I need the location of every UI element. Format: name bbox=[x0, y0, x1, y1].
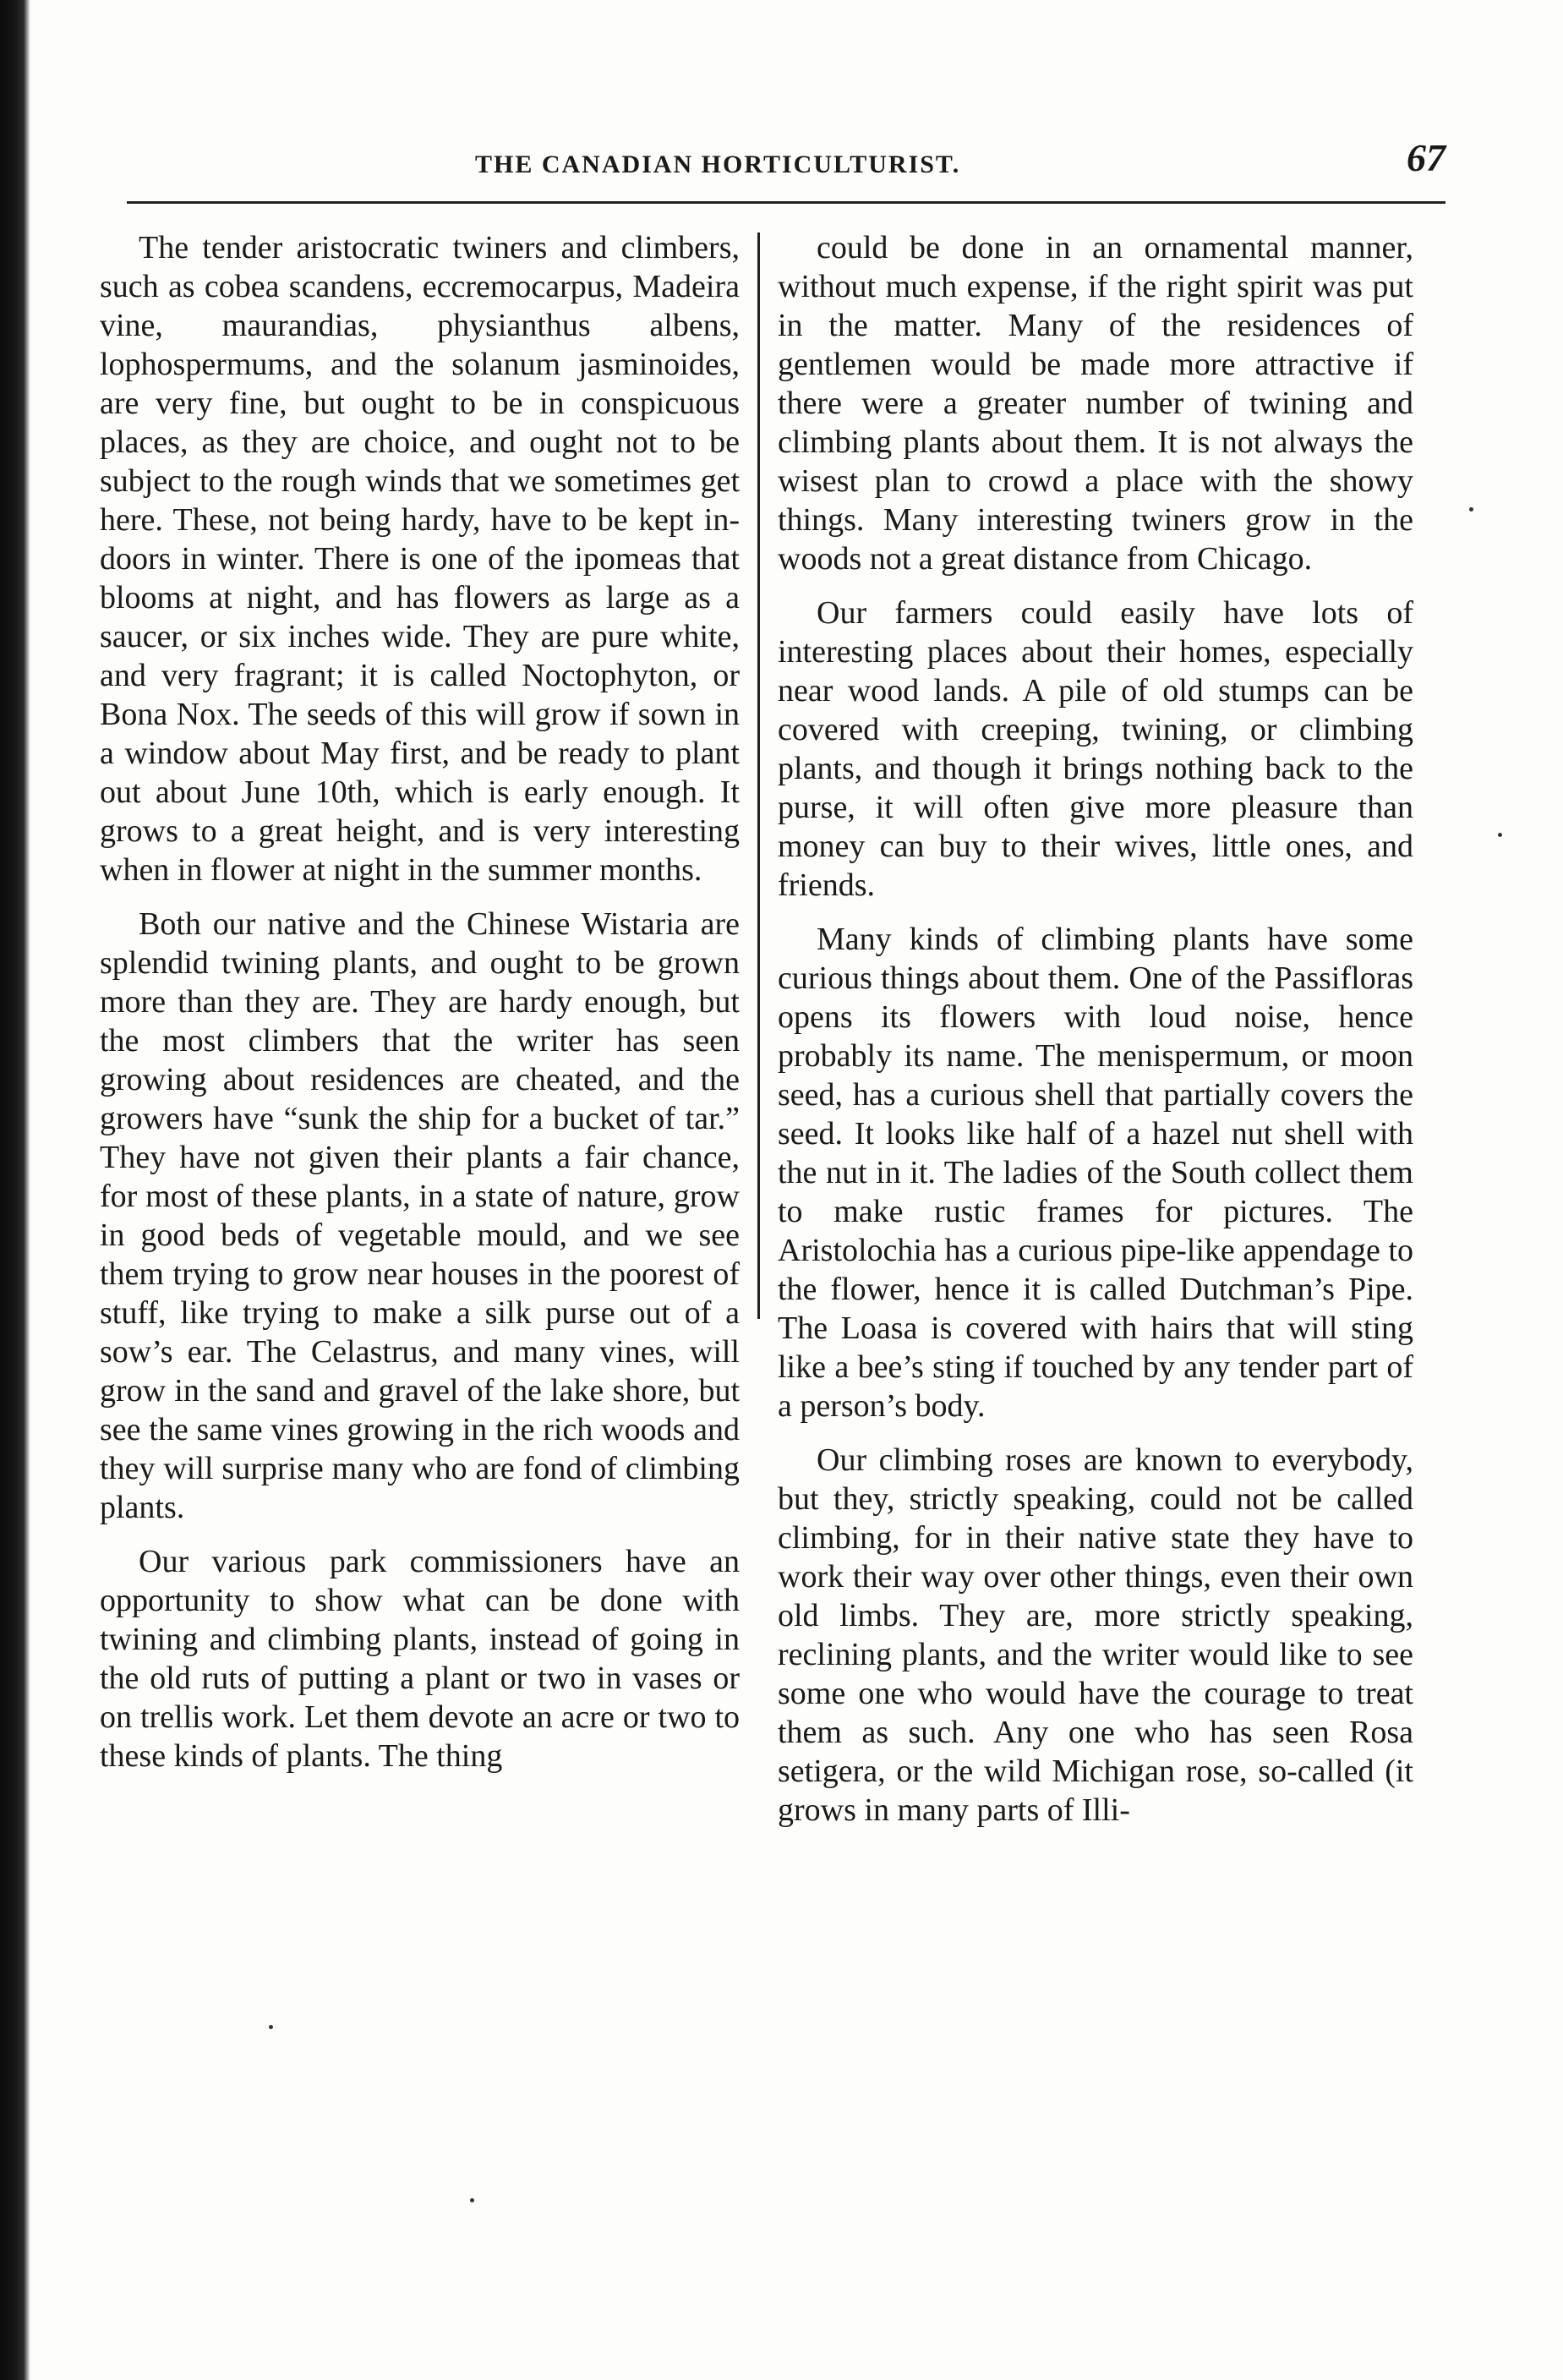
column-divider bbox=[757, 233, 760, 1319]
scan-speck bbox=[1469, 507, 1473, 512]
paragraph: The tender aristocratic twiners and climbers, such as cobea scandens, eccremocarpus, Madeira vine, maurandias, physianthus albens, lophospermums, and the solanum jasminoides, are very fine, but ought to be in conspicuous places, as they are choice, and ought not to be subject to the rough winds that we sometimes get here. These, not being hardy, have to be kept in-doors in winter. There is one of the ipomeas that blooms at night, and has flowers as large as a saucer, or six inches wide. They are pure white, and very fragrant; it is called Noctophyton, or Bona Nox. The seeds of this will grow if sown in a window about May first, and be ready to plant out about June 10th, which is early enough. It grows to a great height, and is very interesting when in flower at night in the summer months. bbox=[100, 230, 740, 888]
page-number: 67 bbox=[1407, 136, 1446, 179]
right-column bbox=[778, 228, 1413, 1845]
paragraph: could be done in an ornamental manner, without much expense, if the right spirit was put in the matter. Many of the residences of gentlemen would be made more attractive if there were a greater number of twining and climbing plants about them. It is not always the wisest plan to crowd a place with the showy things. Many interesting twiners grow in the woods not a great distance from Chicago. bbox=[778, 230, 1413, 577]
header-rule bbox=[127, 201, 1446, 204]
scan-speck bbox=[269, 2025, 273, 2029]
paragraph: Our climbing roses are known to everybody, but they, strictly speaking, could not be called climbing, for in their native state they have to work their way over other things, even their own old limbs. They are, more strictly speaking, reclining plants, and the writer would like to see some one who would have the courage to treat them as such. Any one who has seen Rosa setigera, or the wild Michigan rose, so-called (it grows in many parts of Illi- bbox=[778, 1442, 1413, 1828]
paragraph: Many kinds of climbing plants have some curious things about them. One of the Passifloras opens its flowers with loud noise, hence probably its name. The menispermum, or moon seed, has a curious shell that partially covers the seed. It looks like half of a hazel nut shell with the nut in it. The ladies of the South collect them to make rustic frames for pictures. The Aristolochia has a curious pipe-like appendage to the flower, hence it is called Dutchman’s Pipe. The Loasa is covered with hairs that will sting like a bee’s sting if touched by any tender part of a person’s body. bbox=[778, 922, 1413, 1424]
scan-speck bbox=[470, 2198, 474, 2202]
paragraph: Our farmers could easily have lots of interesting places about their homes, especially near wood lands. A pile of old stumps can be covered with creeping, twining, or climbing plants, and though it brings nothing back to the purse, it will often give more pleasure than money can buy to their wives, little ones, and friends. bbox=[778, 595, 1413, 903]
binding-edge bbox=[0, 0, 30, 2380]
running-title: THE CANADIAN HORTICULTURIST. bbox=[475, 150, 961, 178]
scan-speck bbox=[1498, 833, 1502, 837]
paragraph: Our various park commissioners have an opportunity to show what can be done with twining and climbing plants, instead of going in the old ruts of putting a plant or two in vases or on trellis work. Let them devote an acre or two to these kinds of plants. The thing bbox=[100, 1544, 740, 1774]
paragraph: Both our native and the Chinese Wistaria are splendid twining plants, and ought to be grown more than they are. They are hardy enough, but the most climbers that the writer has seen growing about residences are cheated, and the growers have “sunk the ship for a bucket of tar.” They have not given their plants a fair chance, for most of these plants, in a state of nature, grow in good beds of vegetable mould, and we see them trying to grow near houses in the poorest of stuff, like trying to make a silk purse out of a sow’s ear. The Celastrus, and many vines, will grow in the sand and gravel of the lake shore, but see the same vines growing in the rich woods and they will surprise many who are fond of climbing plants. bbox=[100, 906, 740, 1525]
left-column bbox=[100, 228, 740, 1791]
page-header bbox=[127, 135, 1446, 186]
